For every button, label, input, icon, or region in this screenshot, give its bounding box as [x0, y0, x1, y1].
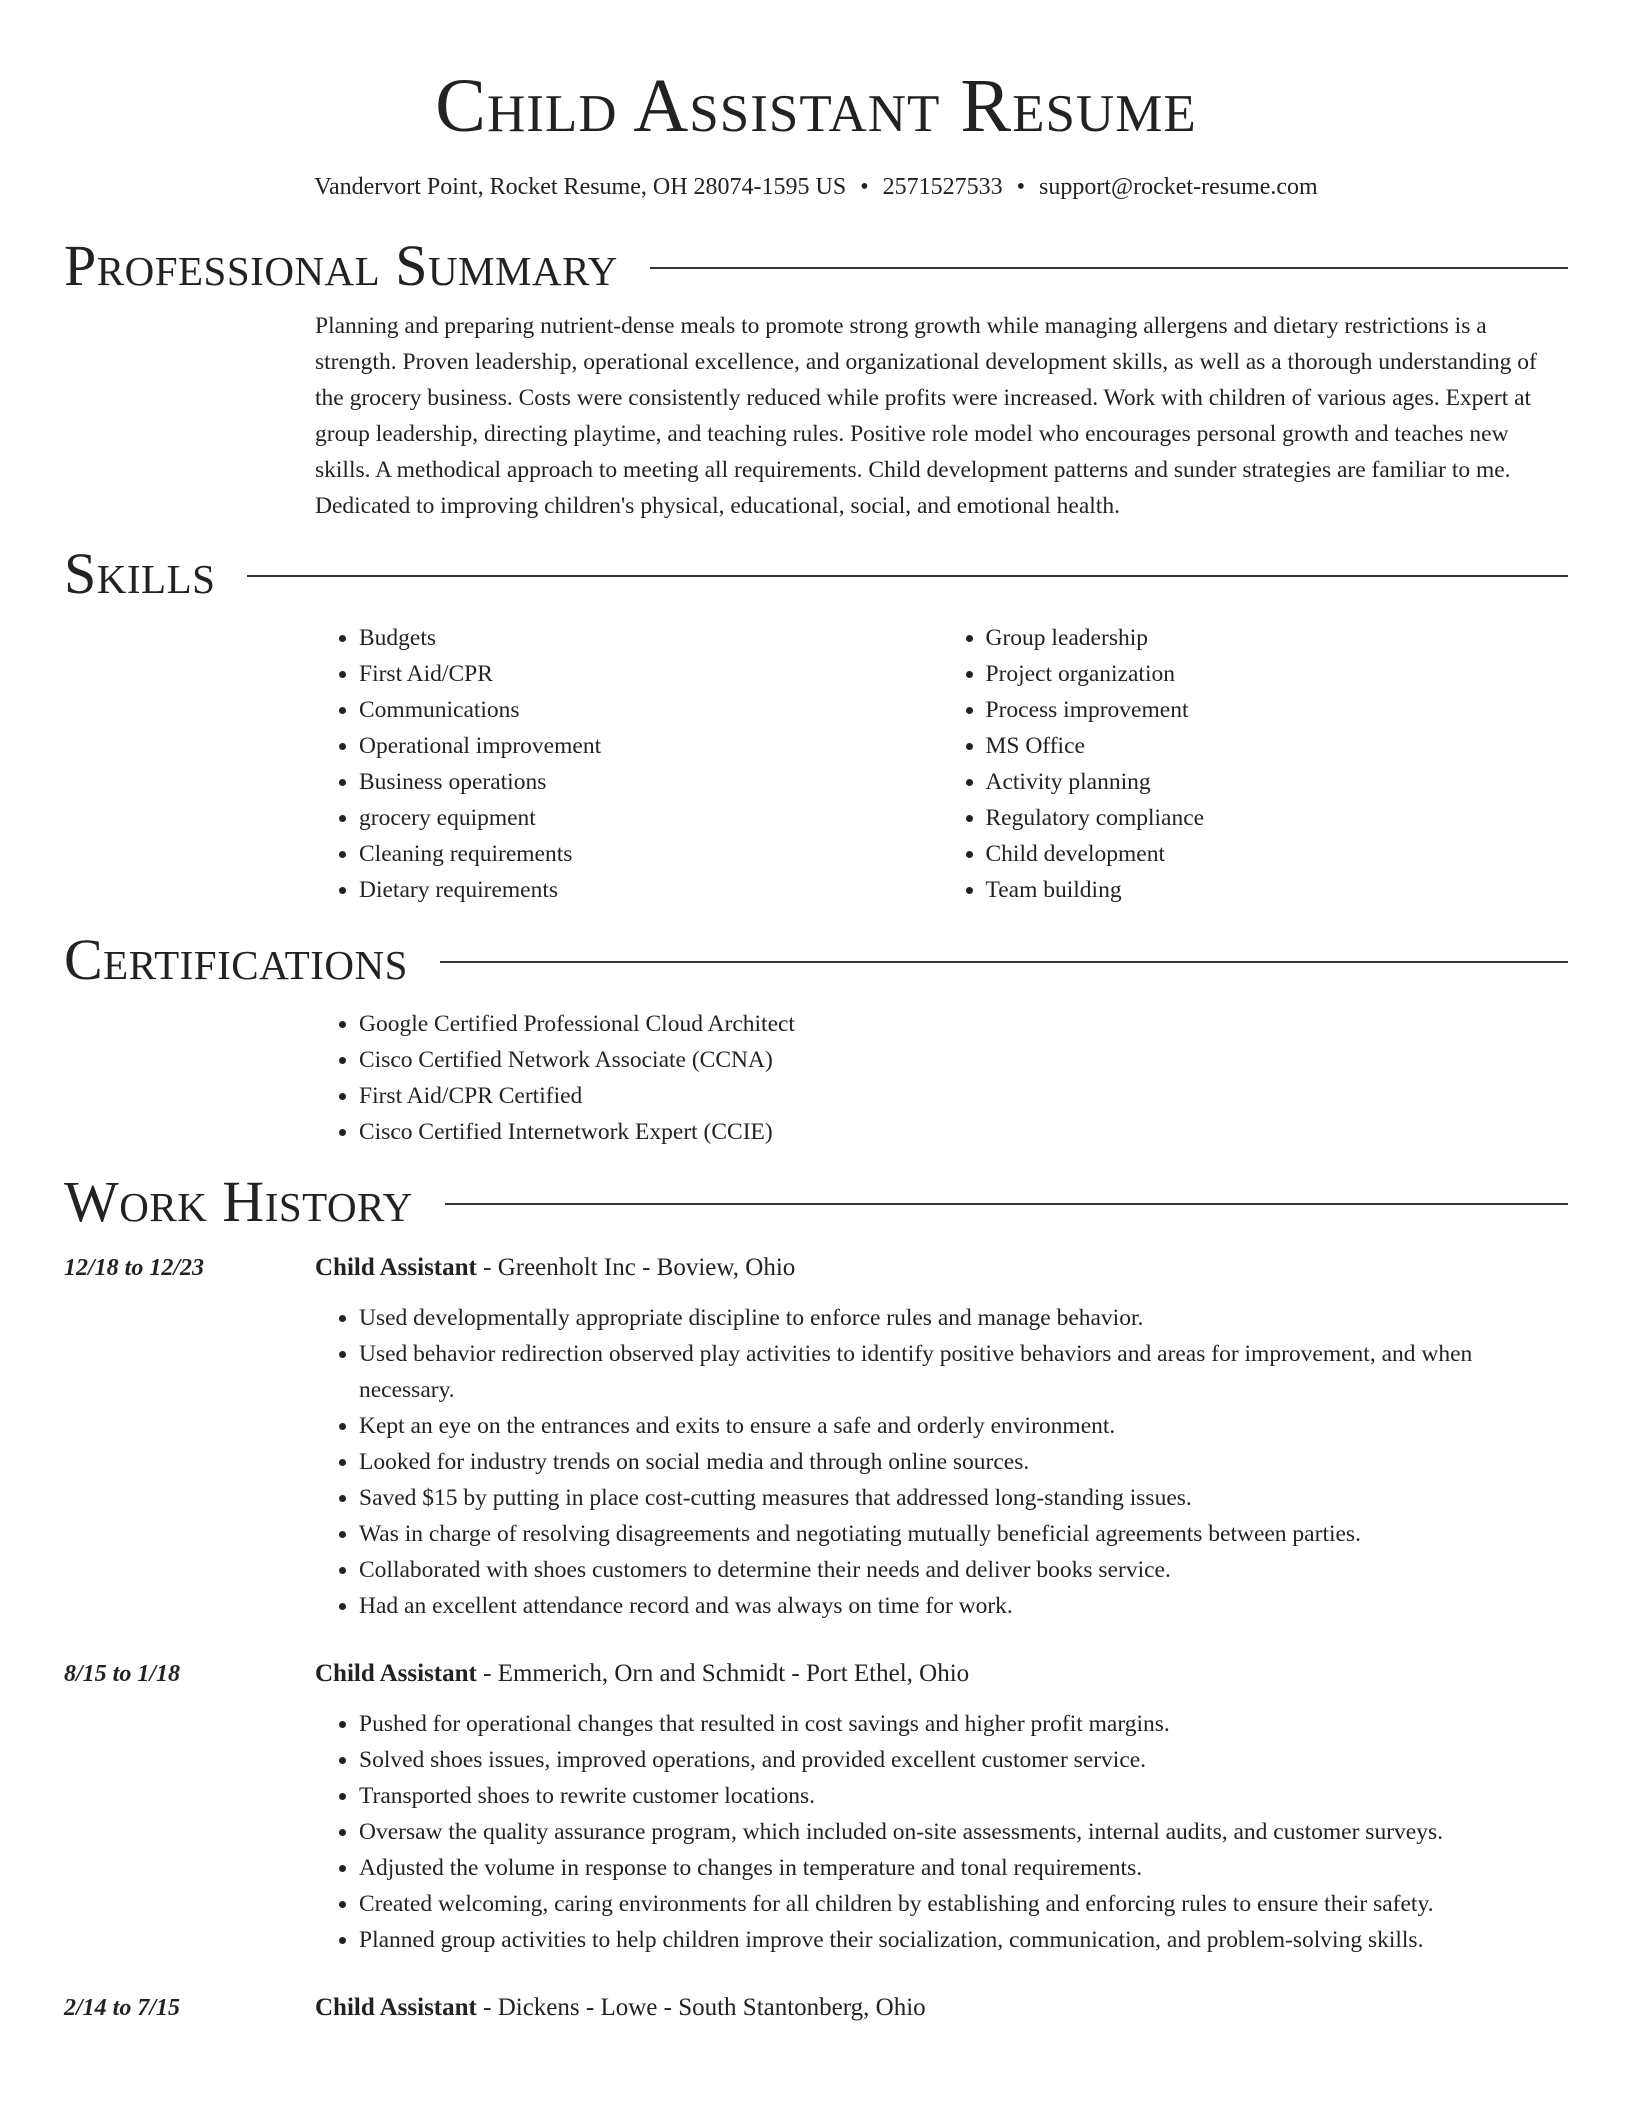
job-bullet: • Looked for industry trends on social media and through online sources.: [359, 1444, 1568, 1480]
certification-item: • Cisco Certified Internetwork Expert (CCIE): [359, 1114, 1568, 1150]
certification-item: • First Aid/CPR Certified: [359, 1078, 1568, 1114]
summary-text: Planning and preparing nutrient-dense meals to promote strong growth while managing allergens and dietary restrictions is a strength. Proven leadership, operational excellence, and organizational development skills, as well as a thorough understanding of the grocery business. Costs were consistently reduced while profits were increased. Work with children of various ages. Expert at group leadership, directing playtime, and teaching rules. Positive role model who encourages personal growth and teaches new skills. A methodical approach to meeting all requirements. Child development patterns and sunder strategies are familiar to me. Dedicated to improving children's physical, educational, social, and emotional health.: [315, 313, 1537, 519]
skill-item: • Communications: [359, 692, 942, 728]
resume-title: Child Assistant Resume: [435, 64, 1197, 148]
certifications-section-header: [64, 928, 1568, 992]
job-entry: [64, 1990, 1568, 2026]
skills-list: [315, 620, 1568, 908]
skills-heading: Skills: [64, 541, 216, 606]
skill-item: • Group leadership: [986, 620, 1569, 656]
work-section-header: [64, 1170, 1568, 1234]
skills-section-header: [64, 542, 1568, 606]
job-bullet: • Saved $15 by putting in place cost-cutting measures that addressed long-standing issues.: [359, 1480, 1568, 1516]
skill-item: • Team building: [986, 872, 1569, 908]
certifications-heading: Certifications: [64, 927, 408, 992]
certification-item: • Google Certified Professional Cloud Architect: [359, 1006, 1568, 1042]
job-bullet: • Had an excellent attendance record and was always on time for work.: [359, 1588, 1568, 1624]
section-divider: [440, 961, 1568, 963]
contact-address: Vandervort Point, Rocket Resume, OH 28074-1595 US: [314, 174, 847, 200]
skill-item: • Business operations: [359, 764, 942, 800]
job-company-location: - Emmerich, Orn and Schmidt - Port Ethel, Ohio: [476, 1660, 970, 1687]
job-dates: 8/15 to 1/18: [64, 1661, 181, 1687]
contact-phone: 2571527533: [882, 174, 1003, 200]
section-divider: [445, 1203, 1568, 1205]
skill-item: • Child development: [986, 836, 1569, 872]
skills-left-column: [315, 620, 942, 908]
skill-item: • grocery equipment: [359, 800, 942, 836]
job-role: Child Assistant: [315, 1660, 477, 1687]
job-entry: [64, 1250, 1568, 1624]
certification-item: • Cisco Certified Network Associate (CCNA): [359, 1042, 1568, 1078]
contact-line: [64, 172, 1568, 202]
contact-separator: •: [1016, 174, 1026, 200]
job-bullet: • Kept an eye on the entrances and exits to ensure a safe and orderly environment.: [359, 1408, 1568, 1444]
job-heading: [315, 1656, 1568, 1692]
job-entry: [64, 1656, 1568, 1958]
certifications-body: [315, 1006, 1568, 1150]
skill-item: • First Aid/CPR: [359, 656, 942, 692]
job-heading: [315, 1990, 1568, 2026]
skill-item: • Cleaning requirements: [359, 836, 942, 872]
skills-right-column: [942, 620, 1569, 908]
skill-item: • Operational improvement: [359, 728, 942, 764]
job-bullet: • Oversaw the quality assurance program, which included on-site assessments, internal audits, and customer surveys.: [359, 1814, 1568, 1850]
job-company-location: - Greenholt Inc - Boview, Ohio: [476, 1254, 796, 1281]
resume-page: [64, 0, 1568, 2026]
contact-email: support@rocket-resume.com: [1039, 174, 1318, 200]
job-bullet: • Pushed for operational changes that resulted in cost savings and higher profit margins.: [359, 1706, 1568, 1742]
section-divider: [650, 267, 1568, 269]
section-divider: [247, 575, 1568, 577]
skill-item: • Regulatory compliance: [986, 800, 1569, 836]
job-role: Child Assistant: [315, 1254, 477, 1281]
skill-item: • Activity planning: [986, 764, 1569, 800]
job-role: Child Assistant: [315, 1994, 477, 2021]
job-bullets: [315, 1300, 1568, 1624]
summary-section-header: [64, 234, 1568, 298]
summary-body: [315, 308, 1568, 524]
job-bullet: • Solved shoes issues, improved operations, and provided excellent customer service.: [359, 1742, 1568, 1778]
skill-item: • Budgets: [359, 620, 942, 656]
skill-item: • MS Office: [986, 728, 1569, 764]
job-bullet: • Created welcoming, caring environments for all children by establishing and enforcing rules to ensure their safety.: [359, 1886, 1568, 1922]
job-company-location: - Dickens - Lowe - South Stantonberg, Ohio: [476, 1994, 926, 2021]
job-heading: [315, 1250, 1568, 1286]
job-bullet: • Planned group activities to help children improve their socialization, communication, and problem-solving skills.: [359, 1922, 1568, 1958]
job-bullets: [315, 1706, 1568, 1958]
job-bullet: • Was in charge of resolving disagreements and negotiating mutually beneficial agreements between parties.: [359, 1516, 1568, 1552]
job-bullet: • Used developmentally appropriate discipline to enforce rules and manage behavior.: [359, 1300, 1568, 1336]
skill-item: • Dietary requirements: [359, 872, 942, 908]
job-bullet: • Used behavior redirection observed play activities to identify positive behaviors and areas for improvement, and when necessary.: [359, 1336, 1568, 1408]
contact-separator: •: [860, 174, 869, 200]
job-dates: 2/14 to 7/15: [64, 1995, 181, 2021]
skill-item: • Process improvement: [986, 692, 1569, 728]
skill-item: • Project organization: [986, 656, 1569, 692]
job-bullet: • Transported shoes to rewrite customer locations.: [359, 1778, 1568, 1814]
work-heading: Work History: [64, 1169, 413, 1234]
job-bullet: • Collaborated with shoes customers to determine their needs and deliver books service.: [359, 1552, 1568, 1588]
certifications-list: [315, 1006, 1568, 1150]
job-bullet: • Adjusted the volume in response to changes in temperature and tonal requirements.: [359, 1850, 1568, 1886]
job-dates: 12/18 to 12/23: [64, 1255, 205, 1281]
summary-heading: Professional Summary: [64, 233, 618, 298]
